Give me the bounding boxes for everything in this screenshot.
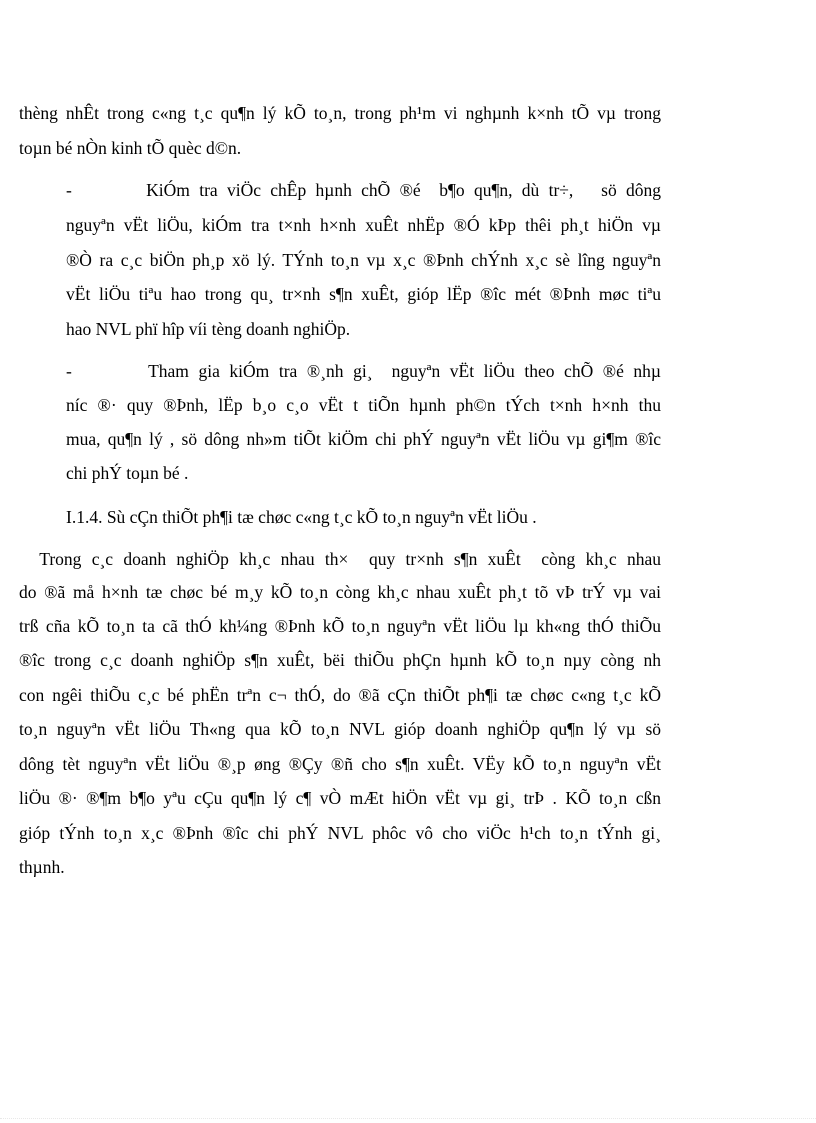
- text-line: con ngêi thiÕu c¸c bé phËn trªn c¬ thÓ, do ®ã cÇn thiÕt ph¶i tæ chøc c«ng t¸c kÕ: [19, 685, 661, 705]
- list-item-line: mua, qu¶n lý , sö dông nh»m tiÕt kiÖm chi phÝ nguyªn vËt liÖu vµ gi¶m ®îc: [66, 429, 661, 449]
- list-item-line: vËt liÖu tiªu hao trong qu¸ tr×nh s¶n xuÊt, gióp lËp ®îc mét ®Þnh møc tiªu: [66, 284, 661, 304]
- list-item-line: níc ®· quy ®Þnh, lËp b¸o c¸o vËt t tiÕn hµnh ph©n tÝch t×nh h×nh thu: [66, 395, 661, 415]
- list-item-line: - KiÓm tra viÖc chÊp hµnh chÕ ®é b¶o qu¶n, dù tr÷, sö dông: [66, 180, 661, 200]
- list-item-line: ®Ò ra c¸c biÖn ph¸p xö lý. TÝnh to¸n vµ x¸c ®Þnh chÝnh x¸c sè lîng nguyªn: [66, 250, 661, 270]
- text-line: dông tèt nguyªn vËt liÖu ®¸p øng ®Çy ®ñ cho s¶n xuÊt. VËy kÕ to¸n nguyªn vËt: [19, 754, 661, 774]
- text-line: liÖu ®· ®¶m b¶o yªu cÇu qu¶n lý c¶ vÒ mÆt hiÖn vËt vµ gi¸ trÞ . KÕ to¸n cßn: [19, 788, 661, 808]
- text-line: ®îc trong c¸c doanh nghiÖp s¶n xuÊt, bëi thiÕu phÇn hµnh kÕ to¸n nµy còng nh: [19, 650, 661, 670]
- list-item-line: chi phÝ toµn bé .: [66, 463, 189, 483]
- section-heading: I.1.4. Sù cÇn thiÕt ph¶i tæ chøc c«ng t¸c kÕ to¸n nguyªn vËt liÖu .: [66, 507, 537, 527]
- list-item-line: nguyªn vËt liÖu, kiÓm tra t×nh h×nh xuÊt nhËp ®Ó kÞp thêi ph¸t hiÖn vµ: [66, 215, 661, 235]
- text-line: toµn bé nÒn kinh tÕ quèc d©n.: [19, 138, 242, 158]
- text-line: do ®ã må h×nh tæ chøc bé m¸y kÕ to¸n còng kh¸c nhau xuÊt ph¸t tõ vÞ trÝ vµ vai: [19, 582, 661, 602]
- page-bottom-divider: [0, 1118, 816, 1119]
- list-item-line: hao NVL phï hîp víi tèng doanh nghiÖp.: [66, 319, 351, 339]
- text-line: gióp tÝnh to¸n x¸c ®Þnh ®îc chi phÝ NVL phôc vô cho viÖc h¹ch to¸n tÝnh gi¸: [19, 823, 661, 843]
- text-line: to¸n nguyªn vËt liÖu Th«ng qua kÕ to¸n NVL gióp doanh nghiÖp qu¶n lý vµ sö: [19, 719, 661, 739]
- list-item-line: - Tham gia kiÓm tra ®¸nh gi¸ nguyªn vËt liÖu theo chÕ ®é nhµ: [66, 361, 661, 381]
- text-line: Trong c¸c doanh nghiÖp kh¸c nhau th× quy tr×nh s¶n xuÊt còng kh¸c nhau: [19, 549, 661, 569]
- text-line: thèng nhÊt trong c«ng t¸c qu¶n lý kÕ to¸n, trong ph¹m vi nghµnh k×nh tÕ vµ trong: [19, 103, 661, 123]
- text-line: thµnh.: [19, 857, 65, 877]
- text-line: trß cña kÕ to¸n ta cã thÓ kh¼ng ®Þnh kÕ to¸n nguyªn vËt liÖu lµ kh«ng thÓ thiÕu: [19, 616, 661, 636]
